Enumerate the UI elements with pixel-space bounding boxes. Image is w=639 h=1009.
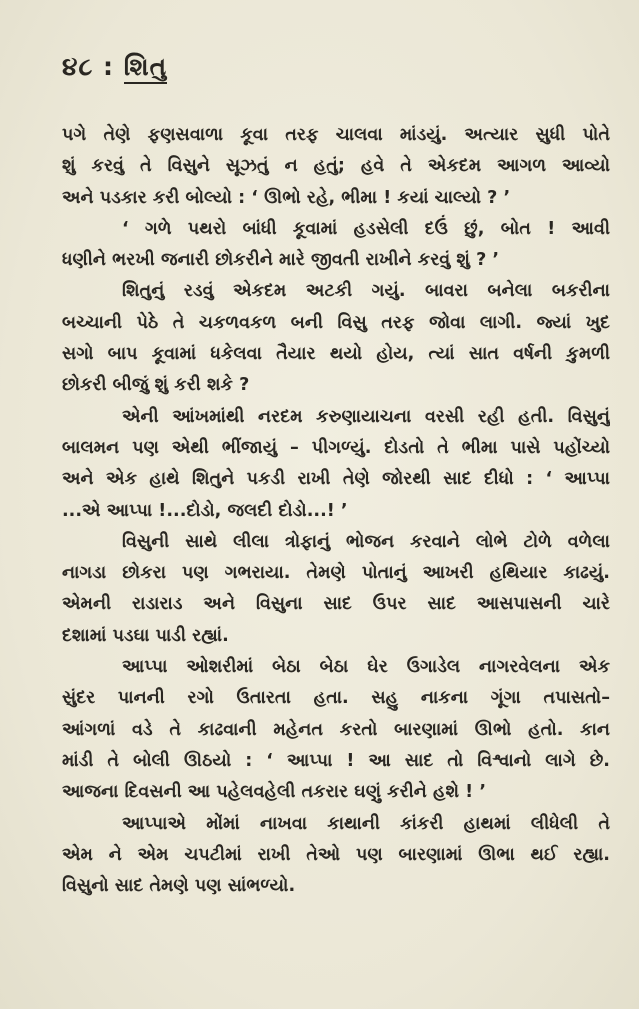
paragraph-1: [62, 120, 610, 214]
text-line: શિતુનું રડવું એકદમ અટકી ગયું. બાવરા બનેલા બકરીના: [122, 281, 610, 302]
paragraph-4: [62, 402, 610, 527]
text-line: નાગડા છોકરા પણ ગભરાયા. તેમણે પોતાનું આખરી હથિયાર કાઢયું.: [62, 563, 610, 584]
text-line: પગે તેણે ફણસવાળા કૂવા તરફ ચાલવા માંડયું. અત્યાર સુધી પોતે: [62, 125, 610, 145]
chapter-title: શિતુ: [124, 52, 168, 84]
text-line: આંગળાં વડે તે કાઢવાની મહેનત કરતો બારણામાં ઊભો હતો. કાન: [62, 719, 610, 740]
text-line: અને પડકાર કરી બોલ્યો : ‘ ઊભો રહે, ભીમા ! કયાં ચાલ્યો ? ’: [62, 187, 511, 208]
page-number: ૪૮: [62, 52, 94, 81]
text-line: આપ્પાએ મોંમાં નાખવા કાથાની કાંકરી હાથમાં લીધેલી તે: [122, 813, 610, 834]
paragraph-3: [62, 276, 610, 401]
body-text: [62, 120, 610, 902]
text-line: આજના દિવસની આ પહેલવહેલી તકરાર ઘણું કરીને હશે ! ’: [62, 782, 486, 803]
text-line: એની આંખમાંથી નરદમ કરુણાયાચના વરસી રહી હતી. વિસુનું: [122, 406, 610, 427]
text-line: છોકરી બીજું શું કરી શકે ?: [62, 375, 250, 396]
paragraph-7: [62, 809, 610, 903]
text-line: અને એક હાથે શિતુને પકડી રાખી તેણે જોરથી સાદ દીધો : ‘ આપ્પા: [62, 469, 610, 490]
text-line: શું કરવું તે વિસુને સૂઝતું ન હતું; હવે તે એકદમ આગળ આવ્યો: [62, 156, 610, 177]
paragraph-5: [62, 527, 610, 652]
text-line: આપ્પા ઓશરીમાં બેઠા બેઠા ઘેર ઉગાડેલ નાગરવેલના એક: [122, 657, 610, 678]
text-line: ...એ આપ્પા !...દોડો, જલદી દોડો...! ’: [62, 500, 348, 521]
text-line: એમની રાડારાડ અને વિસુના સાદ ઉપર સાદ આસપાસની ચારે: [62, 594, 610, 615]
text-line: ધણીને ભરખી જનારી છોકરીને મારે જીવતી રાખીને કરવું શું ? ’: [62, 250, 500, 271]
text-line: સુંદર પાનની રગો ઉતારતા હતા. સહુ નાકના ગૂંગા તપાસતો–: [62, 688, 610, 709]
page-header: [62, 52, 167, 82]
text-line: ‘ ગળે પથરો બાંધી કૂવામાં હડસેલી દઉં છું, બોત ! આવી: [122, 218, 610, 239]
text-line: વિસુની સાથે લીલા ત્રોફાનું ભોજન કરવાને લોભે ટોળે વળેલા: [122, 531, 610, 552]
paragraph-2: [62, 214, 610, 277]
text-line: દશામાં પડઘા પાડી રહ્યાં.: [62, 625, 229, 646]
text-line: એમ ને એમ ચપટીમાં રાખી તેઓ પણ બારણામાં ઊભા થઈ રહ્યા.: [62, 844, 610, 865]
header-separator: :: [102, 52, 114, 81]
paragraph-6: [62, 652, 610, 808]
text-line: બચ્ચાની પેઠે તે ચકળવકળ બની વિસુ તરફ જોવા લાગી. જ્યાં ખુદ: [62, 312, 610, 333]
text-line: માંડી તે બોલી ઊઠયો : ‘ આપ્પા ! આ સાદ તો વિશ્વાનો લાગે છે.: [62, 750, 610, 771]
text-line: સગો બાપ કૂવામાં ધકેલવા તૈયાર થયો હોય, ત્યાં સાત વર્ષની કુમળી: [62, 344, 610, 365]
text-line: બાલમન પણ એથી ભીંજાયું – પીગળ્યું. દોડતો તે ભીમા પાસે પહોંચ્યો: [62, 437, 610, 458]
text-line: વિસુનો સાદ તેમણે પણ સાંભળ્યો.: [62, 876, 296, 897]
